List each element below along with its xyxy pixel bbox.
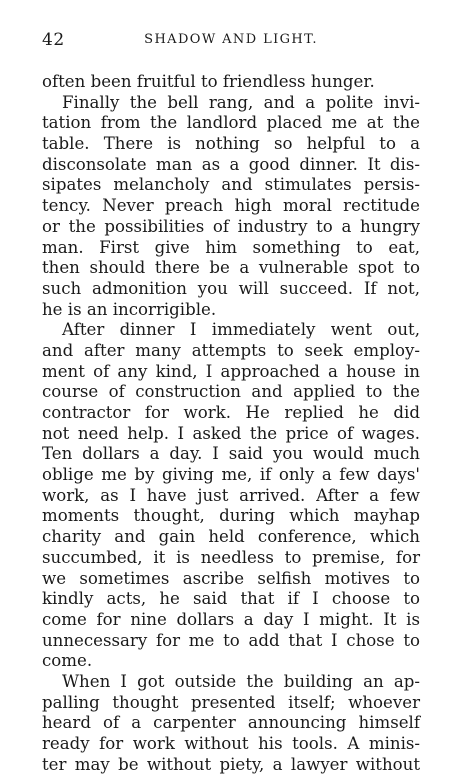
text-line: then should there be a vulnerable spot to bbox=[42, 258, 420, 278]
text-line: ready for work without his tools. A minis- bbox=[42, 734, 420, 753]
text-line: course of construction and applied to the bbox=[42, 382, 420, 402]
text-line: he is an incorrigible. bbox=[42, 299, 217, 319]
text-line: come. bbox=[42, 651, 93, 671]
text-line: man. First give him something to eat, bbox=[42, 237, 420, 257]
text-line: ter may be without piety, a lawyer without bbox=[42, 754, 420, 774]
text-line: disconsolate man as a good dinner. It dis- bbox=[42, 154, 420, 174]
text-line: or the possibilities of industry to a hungry bbox=[42, 216, 420, 236]
text-line: often been fruitful to friendless hunger. bbox=[42, 72, 375, 91]
text-line: we sometimes ascribe selfish motives to bbox=[42, 568, 420, 588]
text-line: contractor for work. He replied he did bbox=[42, 403, 420, 422]
text-line: table. There is nothing so helpful to a bbox=[42, 134, 420, 154]
text-line: not need help. I asked the price of wages. bbox=[42, 423, 420, 443]
text-line: ment of any kind, I approached a house in bbox=[42, 361, 420, 381]
text-line: unnecessary for me to add that I chose to bbox=[42, 630, 420, 650]
text-line: work, as I have just arrived. After a few bbox=[42, 485, 420, 505]
text-line: When I got outside the building an ap- bbox=[62, 671, 420, 691]
text-line: charity and gain held conference, which bbox=[42, 527, 420, 547]
text-line: kindly acts, he said that if I choose to bbox=[42, 589, 420, 609]
text-line: tation from the landlord placed me at the bbox=[42, 113, 420, 133]
text-line: moments thought, during which mayhap bbox=[42, 506, 420, 526]
text-line: such admonition you will succeed. If not, bbox=[42, 278, 420, 298]
text-line: sipates melancholy and stimulates persis- bbox=[42, 175, 420, 195]
text-line: palling thought presented itself; whoever bbox=[42, 692, 420, 712]
text-line: and after many attempts to seek employ- bbox=[42, 340, 420, 360]
text-line: succumbed, it is needless to premise, for bbox=[42, 547, 420, 567]
text-line: oblige me by giving me, if only a few days' bbox=[42, 465, 420, 485]
text-line: After dinner I immediately went out, bbox=[62, 320, 420, 340]
body-text bbox=[42, 72, 420, 775]
page-number: 42 bbox=[42, 30, 65, 50]
text-line: Ten dollars a day. I said you would much bbox=[42, 444, 420, 464]
running-title: SHADOW AND LIGHT. bbox=[144, 32, 318, 47]
text-line: tency. Never preach high moral rectitude bbox=[42, 196, 420, 216]
page-header bbox=[42, 30, 420, 52]
text-line: heard of a carpenter announcing himself bbox=[42, 713, 420, 733]
text-line: come for nine dollars a day I might. It is bbox=[42, 609, 420, 629]
text-line: Finally the bell rang, and a polite invi- bbox=[62, 92, 420, 112]
